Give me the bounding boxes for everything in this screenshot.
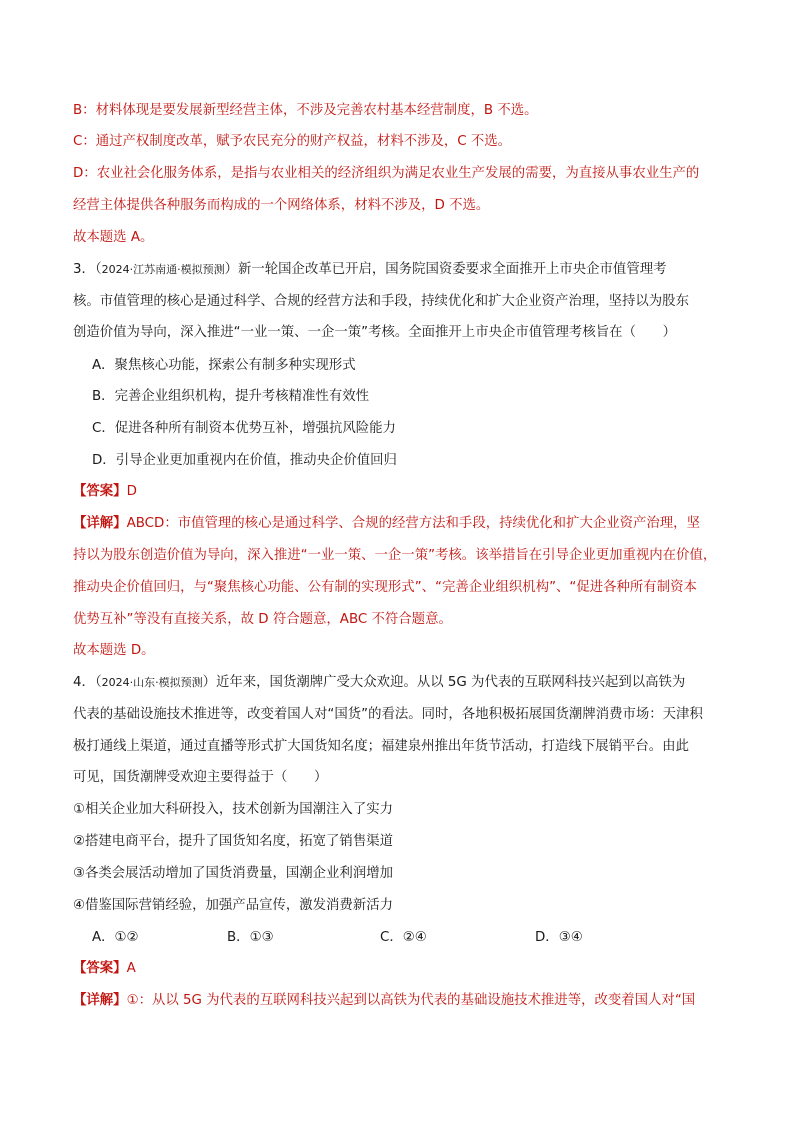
q4-option-c: C．②④ <box>380 930 427 945</box>
q4-option-a: A．①② <box>92 930 139 945</box>
q3-number: 3．（ <box>73 262 102 277</box>
q3-option-c: C．促进各种所有制资本优势互补，增强抗风险能力 <box>92 421 396 436</box>
explanation-b: B：材料体现是要发展新型经营主体，不涉及完善农村基本经营制度，B 不选。 <box>73 103 538 118</box>
q3-option-d: D．引导企业更加重视内在价值，推动央企价值回归 <box>92 453 397 468</box>
q3-stem-text: ）新一轮国企改革已开启，国务院国资委要求全面推开上市央企市值管理考 <box>224 262 667 277</box>
q3-option-b: B．完善企业组织机构，提升考核精准性有效性 <box>92 389 369 404</box>
q3-detail-line4: 优势互补”等没有直接关系，故 D 符合题意，ABC 不符合题意。 <box>73 612 452 627</box>
detail-text: ①：从以 5G 为代表的互联网科技兴起到以高铁为代表的基础设施技术推进等，改变着国人对“国 <box>126 993 696 1008</box>
q4-item-3: ③各类会展活动增加了国货消费量，国潮企业利润增加 <box>73 866 393 881</box>
q4-stem-text: ）近年来，国货潮牌广受大众欢迎。从以 5G 为代表的互联网科技兴起到以高铁为 <box>202 675 686 690</box>
explanation-c: C：通过产权制度改革，赋予农民充分的财产权益，材料不涉及，C 不选。 <box>73 134 512 149</box>
q3-detail-line2: 持以为股东创造价值为导向，深入推进“一业一策、一企一策”考核。该举措旨在引导企业更加重视内在价值， <box>73 548 717 563</box>
q4-stem-line2: 代表的基础设施技术推进等，改变着国人对“国货”的看法。同时，各地积极拓展国货潮牌消费市场：天津积 <box>73 707 703 722</box>
q4-item-2: ②搭建电商平台，提升了国货知名度，拓宽了销售渠道 <box>73 834 393 849</box>
q4-item-1: ①相关企业加大科研投入，技术创新为国潮注入了实力 <box>73 802 393 817</box>
q4-detail-line1 <box>73 991 734 1011</box>
q4-options <box>92 928 712 948</box>
detail-tag: 【详解】 <box>73 993 127 1008</box>
q4-stem-line4: 可见，国货潮牌受欢迎主要得益于（ ） <box>73 770 328 785</box>
answer-tag: 【答案】 <box>73 484 127 499</box>
explanation-d-line2: 经营主体提供各种服务而构成的一个网络体系，材料不涉及，D 不选。 <box>73 198 490 213</box>
q3-conclusion: 故本题选 D。 <box>73 643 155 658</box>
q3-source: 2024·江苏南通·模拟预测 <box>101 263 225 276</box>
q3-answer <box>73 482 734 502</box>
q4-option-d: D．③④ <box>535 930 583 945</box>
q3-option-a: A．聚焦核心功能，探索公有制多种实现形式 <box>92 358 356 373</box>
q4-stem-line1 <box>73 673 734 693</box>
conclusion-prev: 故本题选 A。 <box>73 230 154 245</box>
answer-value: A <box>126 961 136 976</box>
q3-stem-line3: 创造价值为导向，深入推进“一业一策、一企一策”考核。全面推开上市央企市值管理考核旨在（ ） <box>73 325 677 340</box>
q3-detail-line1 <box>73 514 734 534</box>
detail-text: ABCD：市值管理的核心是通过科学、合规的经营方法和手段，持续优化和扩大企业资产治理，坚 <box>126 516 700 531</box>
q3-stem-line2: 核。市值管理的核心是通过科学、合规的经营方法和手段，持续优化和扩大企业资产治理，坚持以为股东 <box>73 294 689 309</box>
q4-option-b: B．①③ <box>227 930 274 945</box>
q4-source: 2024·山东·模拟预测 <box>101 676 203 689</box>
explanation-d-line1: D：农业社会化服务体系，是指与农业相关的经济组织为满足农业生产发展的需要，为直接从事农业生产的 <box>73 166 700 181</box>
q3-detail-line3: 推动央企价值回归，与“聚焦核心功能、公有制的实现形式”、“完善企业组织机构”、“促进各种所有制资本 <box>73 580 697 595</box>
answer-value: D <box>126 484 137 499</box>
q4-number: 4．（ <box>73 675 102 690</box>
q4-answer <box>73 959 734 979</box>
answer-tag: 【答案】 <box>73 961 127 976</box>
q4-item-4: ④借鉴国际营销经验，加强产品宣传，激发消费新活力 <box>73 898 393 913</box>
detail-tag: 【详解】 <box>73 516 127 531</box>
q3-stem-line1 <box>73 260 734 280</box>
q4-stem-line3: 极打通线上渠道，通过直播等形式扩大国货知名度；福建泉州推出年货节活动，打造线下展销平台。由此 <box>73 739 689 754</box>
